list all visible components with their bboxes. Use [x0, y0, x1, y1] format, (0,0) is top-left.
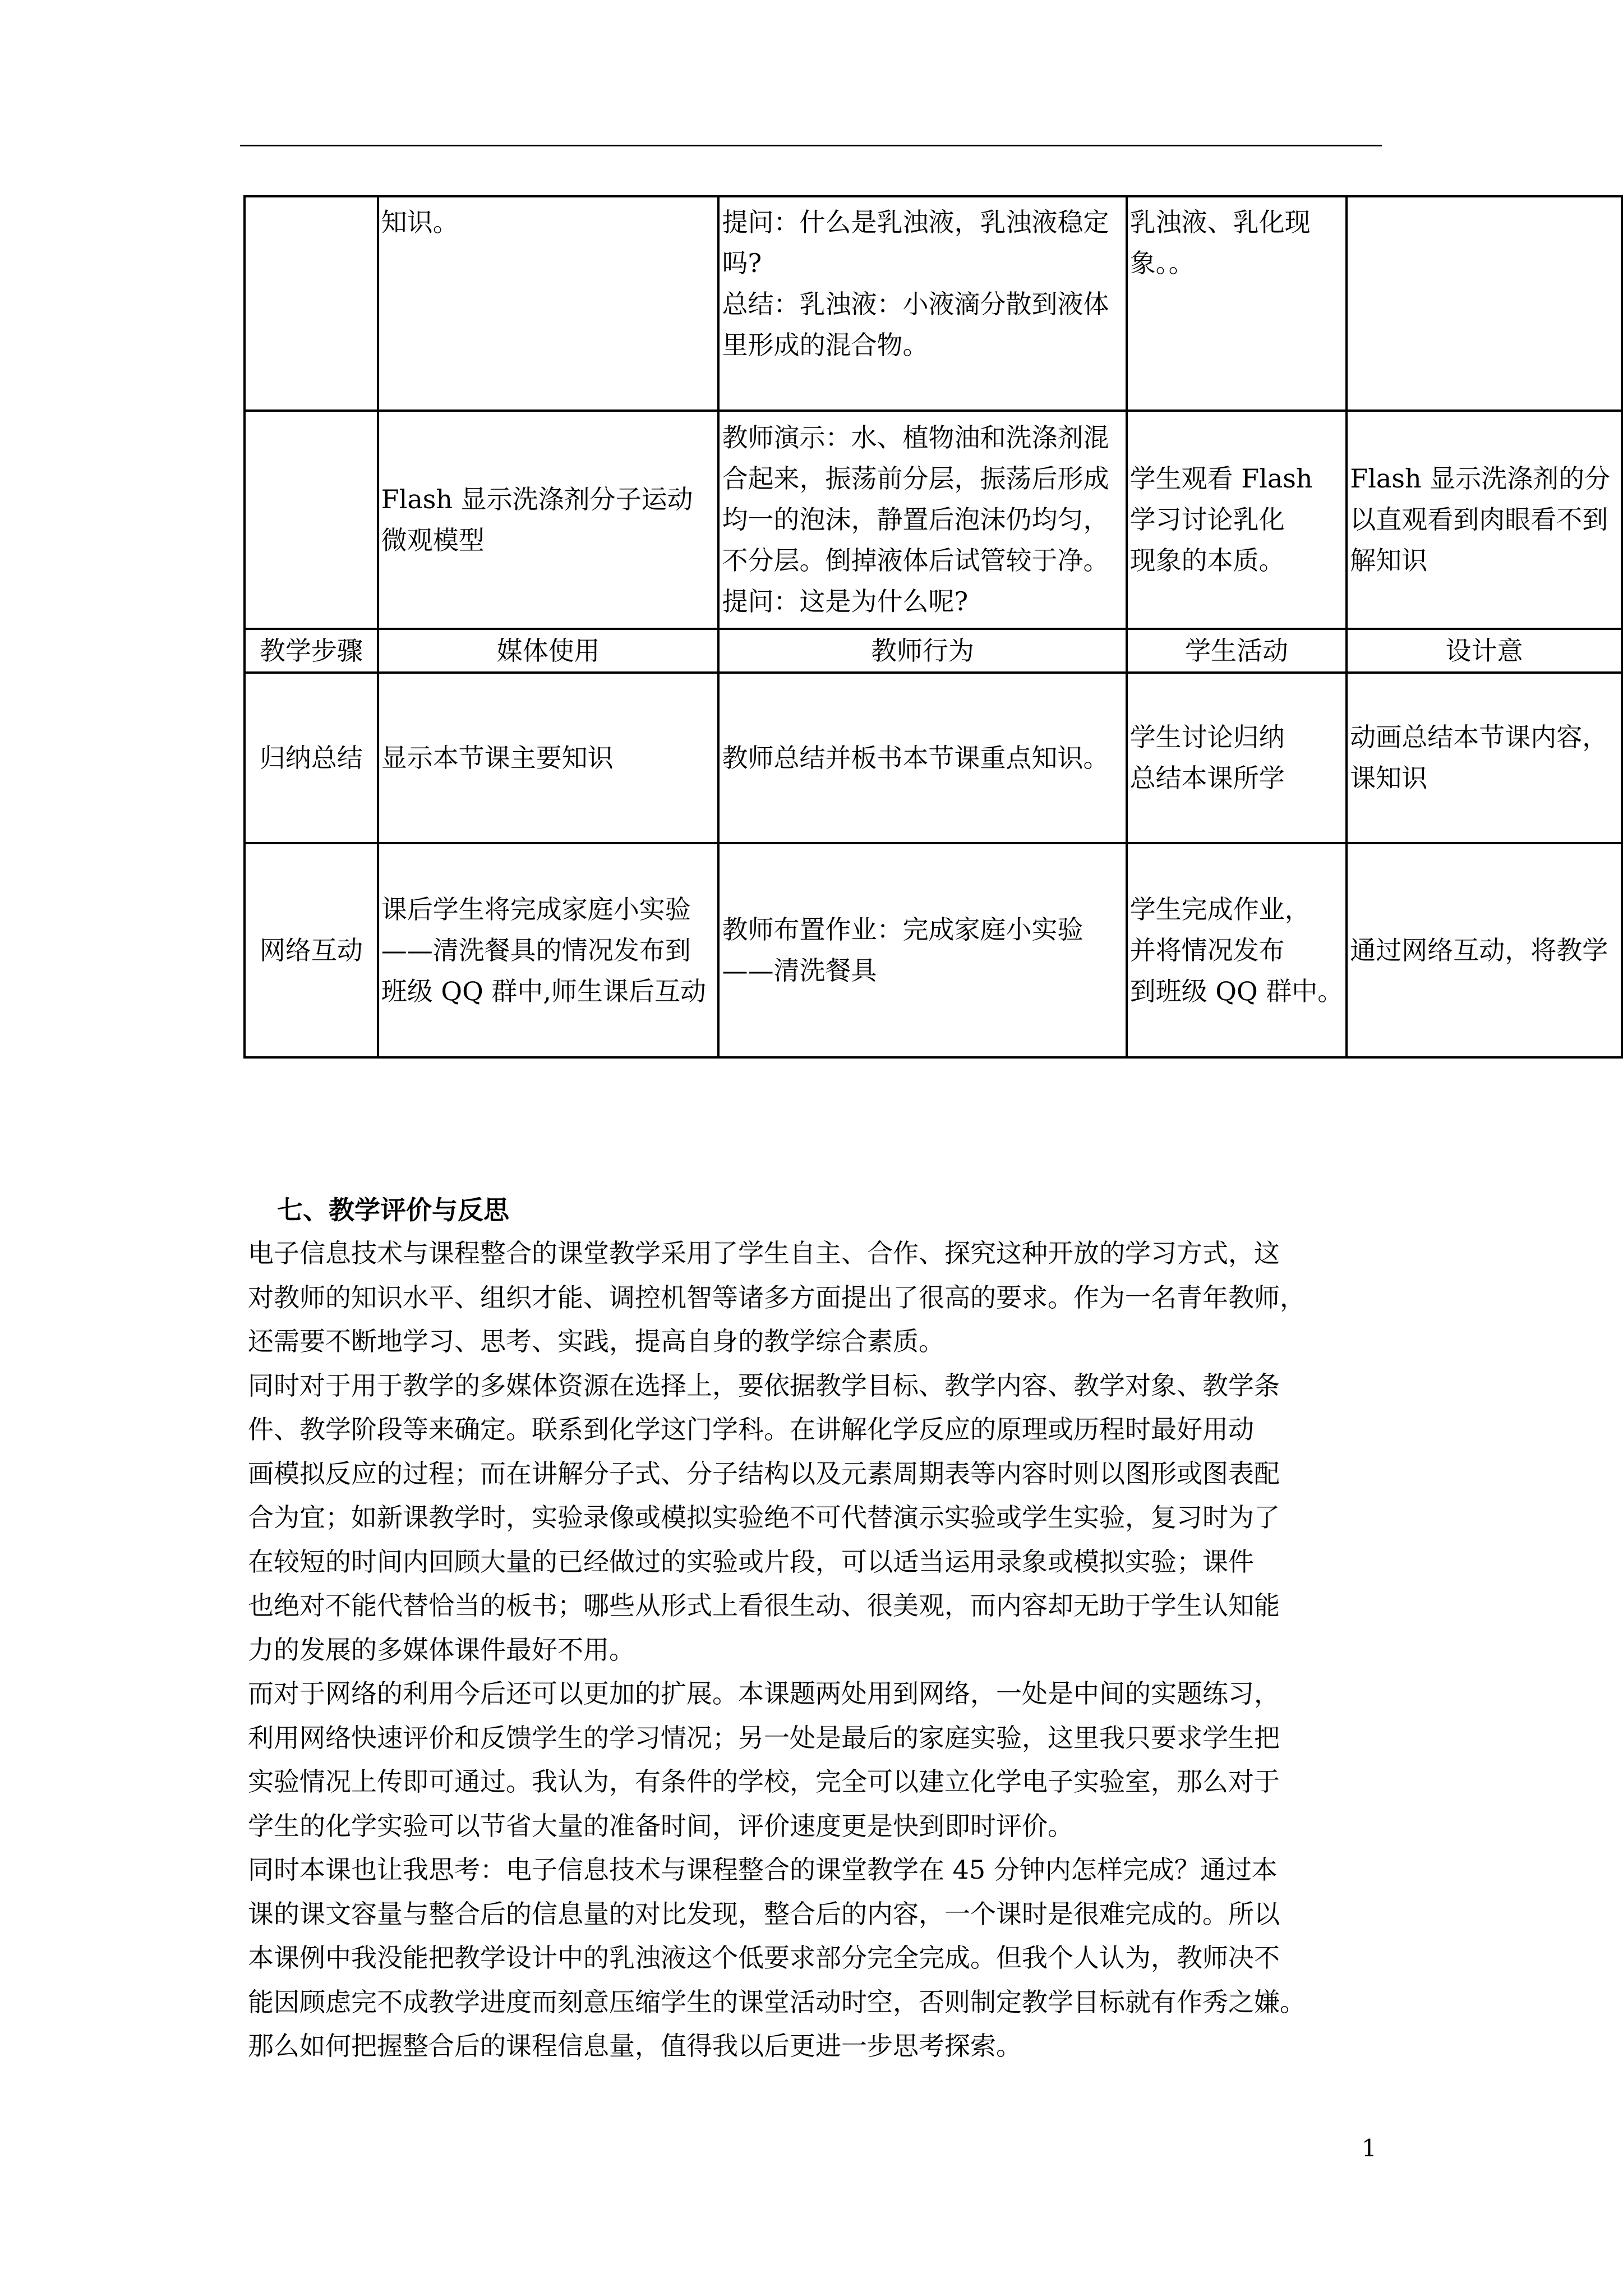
cell-design: [1347, 843, 1622, 1057]
cell-text: 不分层。倒掉液体后试管较于净。: [722, 545, 1109, 576]
cell-text: 班级 QQ 群中,师生课后互动: [381, 976, 707, 1006]
body-line: 那么如何把握整合后的课程信息量，值得我以后更进一步思考探索。: [248, 2031, 1022, 2061]
cell-text: ——清洗餐具的情况发布到: [381, 935, 691, 965]
body-line: 电子信息技术与课程整合的课堂教学采用了学生自主、合作、探究这种开放的学习方式，这: [248, 1238, 1280, 1268]
cell-text: 课后学生将完成家庭小实验: [381, 894, 691, 924]
body-line: 本课例中我没能把教学设计中的乳浊液这个低要求部分完全完成。但我个人认为，教师决不: [248, 1943, 1280, 1973]
cell-text: 均一的泡沫，静置后泡沫仍均匀，: [722, 504, 1109, 535]
body-line: 利用网络快速评价和反馈学生的学习情况；另一处是最后的家庭实验，这里我只要求学生把: [248, 1722, 1280, 1753]
table-row: [245, 411, 1622, 629]
table-row: [245, 196, 1622, 411]
cell-text: 显示本节课主要知识: [381, 742, 614, 773]
cell-text: 教师行为: [871, 635, 975, 666]
cell-text: 教师演示：水、植物油和洗涤剂混: [722, 422, 1109, 453]
cell-teacher: [718, 673, 1126, 843]
cell-student: [1127, 673, 1347, 843]
cell-text: 象。。: [1129, 248, 1195, 278]
cell-teacher: [718, 843, 1126, 1057]
page-number: 1: [1362, 2134, 1377, 2162]
cell-text: 动画总结本节课内容，: [1350, 722, 1608, 752]
cell-text: 网络互动: [259, 935, 363, 965]
cell-text: 解知识: [1350, 545, 1428, 576]
cell-text: 学生完成作业，: [1129, 894, 1311, 924]
body-line: 课的课文容量与整合后的信息量的对比发现，整合后的内容，一个课时是很难完成的。所以: [248, 1898, 1280, 1929]
body-line: 学生的化学实验可以节省大量的准备时间，评价速度更是快到即时评价。: [248, 1810, 1073, 1841]
cell-text: 课知识: [1350, 763, 1428, 793]
cell-student: [1127, 411, 1347, 629]
cell-teacher: [718, 196, 1126, 411]
cell-text: 合起来，振荡前分层，振荡后形成: [722, 463, 1109, 494]
cell-media: [378, 411, 719, 629]
cell-text: 知识。: [381, 207, 459, 237]
body-line: 合为宜；如新课教学时，实验录像或模拟实验绝不可代替演示实验或学生实验，复习时为了: [248, 1502, 1280, 1533]
lesson-table: [243, 195, 1623, 1059]
cell-text: 教学步骤: [259, 635, 363, 666]
body-line: 实验情况上传即可通过。我认为，有条件的学校，完全可以建立化学电子实验室，那么对于: [248, 1766, 1280, 1797]
body-line: 对教师的知识水平、组织才能、调控机智等诸多方面提出了很高的要求。作为一名青年教师，: [248, 1282, 1306, 1313]
cell-text: 吗?: [722, 248, 762, 278]
section-title: 七、教学评价与反思: [277, 1195, 509, 1225]
cell-design: [1347, 673, 1622, 843]
header-rule: [240, 145, 1382, 146]
cell-text: 总结：乳浊液：小液滴分散到液体: [722, 289, 1109, 319]
cell-text: 总结本课所学: [1129, 763, 1285, 793]
cell-media: [378, 629, 719, 673]
cell-student: [1127, 629, 1347, 673]
cell-teacher: [718, 411, 1126, 629]
body-text: [248, 1231, 1398, 2068]
cell-step: [245, 843, 378, 1057]
cell-text: 提问：什么是乳浊液，乳浊液稳定: [722, 207, 1109, 237]
cell-student: [1127, 843, 1347, 1057]
body-line: 而对于网络的利用今后还可以更加的扩展。本课题两处用到网络，一处是中间的实题练习，: [248, 1678, 1280, 1709]
body-line: 能因顾虑完不成教学进度而刻意压缩学生的课堂活动时空，否则制定教学目标就有作秀之嫌。: [248, 1986, 1306, 2017]
cell-step: [245, 411, 378, 629]
cell-step: [245, 629, 378, 673]
cell-text: 乳浊液、乳化现: [1129, 207, 1311, 237]
cell-text: 现象的本质。: [1129, 545, 1285, 576]
table-row: [245, 843, 1622, 1057]
cell-text: ——清洗餐具: [722, 955, 877, 986]
body-line: 也绝对不能代替恰当的板书；哪些从形式上看很生动、很美观，而内容却无助于学生认知能: [248, 1590, 1280, 1621]
cell-design: [1347, 411, 1622, 629]
cell-student: [1127, 196, 1347, 411]
cell-step: [245, 673, 378, 843]
body-line: 同时本课也让我思考：电子信息技术与课程整合的课堂教学在 45 分钟内怎样完成？通过本: [248, 1855, 1278, 1885]
cell-text: 里形成的混合物。: [722, 330, 929, 360]
cell-media: [378, 673, 719, 843]
body-line: 还需要不断地学习、思考、实践，提高自身的教学综合素质。: [248, 1326, 944, 1356]
cell-text: 媒体使用: [496, 635, 600, 666]
cell-step: [245, 196, 378, 411]
cell-text: 提问：这是为什么呢?: [722, 586, 969, 616]
cell-text: 学生讨论归纳: [1129, 722, 1285, 752]
cell-design: [1347, 196, 1622, 411]
cell-media: [378, 843, 719, 1057]
cell-text: 学习讨论乳化: [1129, 504, 1285, 535]
cell-text: 设计意: [1445, 635, 1523, 666]
cell-text: 到班级 QQ 群中。: [1129, 976, 1344, 1006]
cell-text: 教师布置作业：完成家庭小实验: [722, 914, 1083, 945]
cell-text: 以直观看到肉眼看不到: [1350, 504, 1608, 535]
body-line: 件、教学阶段等来确定。联系到化学这门学科。在讲解化学反应的原理或历程时最好用动: [248, 1414, 1254, 1444]
cell-text: Flash 显示洗涤剂的分: [1350, 463, 1611, 494]
table-header-row: [245, 629, 1622, 673]
cell-design: [1347, 629, 1622, 673]
cell-teacher: [718, 629, 1126, 673]
table-row: [245, 673, 1622, 843]
cell-text: 教师总结并板书本节课重点知识。: [722, 742, 1109, 773]
cell-text: Flash 显示洗涤剂分子运动: [381, 484, 693, 514]
cell-text: 归纳总结: [259, 742, 363, 773]
cell-media: [378, 196, 719, 411]
cell-text: 学生活动: [1184, 635, 1288, 666]
cell-text: 并将情况发布: [1129, 935, 1285, 965]
body-line: 在较短的时间内回顾大量的已经做过的实验或片段，可以适当运用录象或模拟实验；课件: [248, 1546, 1254, 1577]
body-line: 力的发展的多媒体课件最好不用。: [248, 1634, 635, 1665]
cell-text: 微观模型: [381, 524, 485, 555]
body-line: 画模拟反应的过程；而在讲解分子式、分子结构以及元素周期表等内容时则以图形或图表配: [248, 1458, 1280, 1489]
cell-text: 通过网络互动，将教学: [1350, 935, 1608, 965]
body-line: 同时对于用于教学的多媒体资源在选择上，要依据教学目标、教学内容、教学对象、教学条: [248, 1370, 1280, 1401]
cell-text: 学生观看 Flash: [1129, 463, 1313, 494]
